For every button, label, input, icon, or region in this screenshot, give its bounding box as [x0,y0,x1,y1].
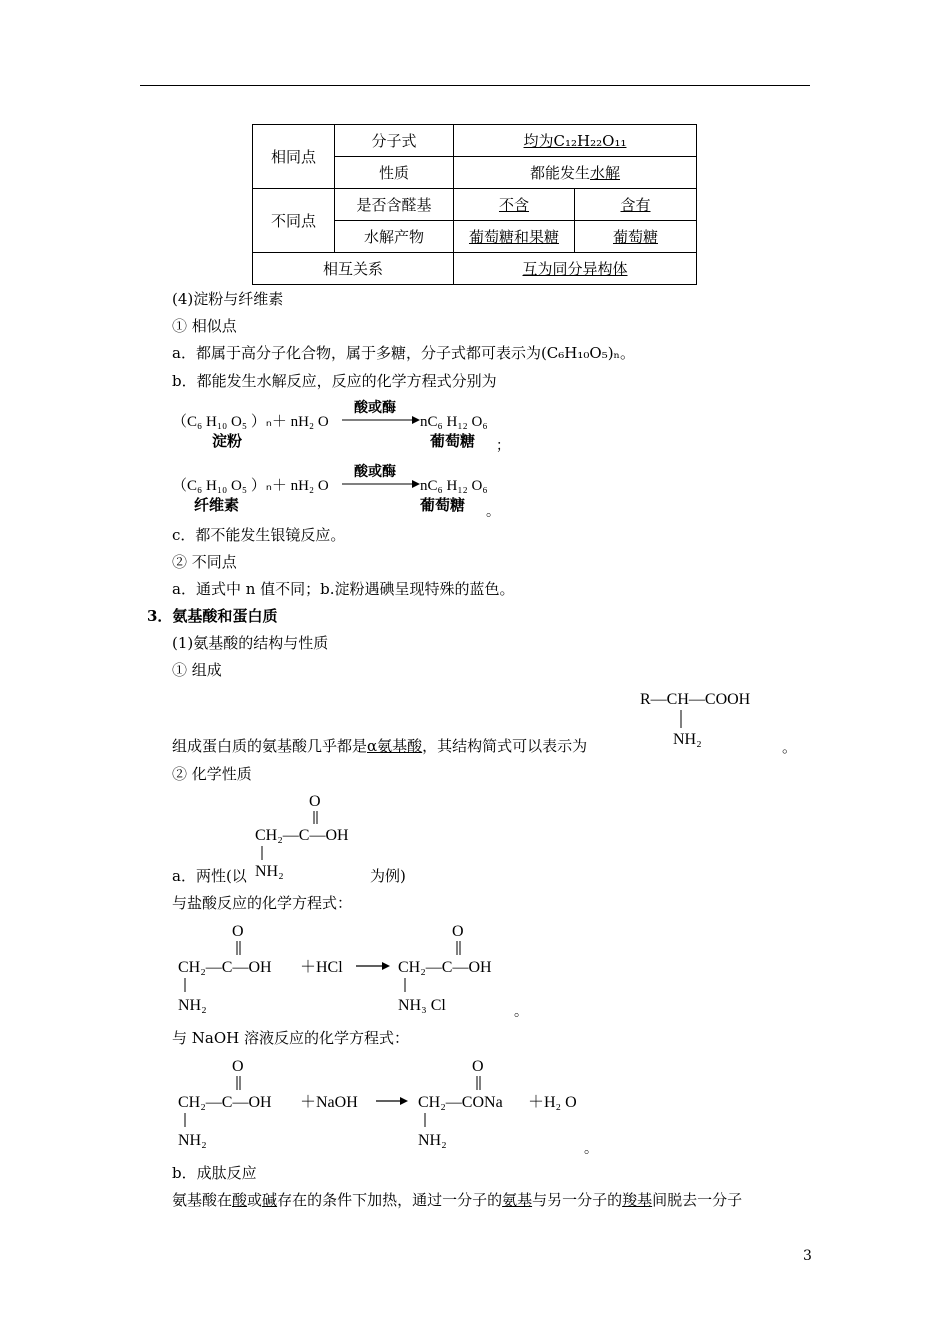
eq2-right: nC₆ H₁₂ O₆ [420,478,488,494]
formula-nh2: NH₂ [673,731,702,748]
amph-a: a．两性(以 [172,867,247,885]
row-value-products-2: 葡萄糖 [575,221,697,253]
naoh-product: CH₂—CONa [418,1094,503,1111]
eq2-left: （C₆ H₁₀ O₅ ）ₙ＋ nH₂ O [172,478,329,494]
row-label-property: 性质 [335,157,454,189]
header-rule [140,85,810,86]
peptide-heading: b．成肽反应 [172,1164,257,1182]
eq1-name-right: 葡萄糖 [430,432,476,450]
formula-main: R—CH—COOH [640,691,751,708]
naoh-equation [178,1055,618,1155]
hcl-title: 与盐酸反应的化学方程式： [172,894,353,912]
hcl-equation [178,920,528,1020]
section4-title: (4)淀粉与纤维素 [172,290,284,308]
naoh-end: 。 [584,1142,598,1157]
hcl-end: 。 [514,1005,528,1020]
gly-nh2: NH₂ [255,863,284,880]
eq1-condition: 酸或酶 [354,400,396,416]
glycine-formula [255,790,385,880]
disaccharide-comparison-table [252,124,697,285]
eq1-name-left: 淀粉 [212,432,243,450]
compose-text: 组成蛋白质的氨基酸几乎都是α氨基酸，其结构简式可以表示为 [172,737,588,755]
hcl-plus: ＋HCl [300,959,343,976]
compose-heading: ① 组成 [172,661,222,679]
hcl-r-o: O [232,923,244,940]
hcl-p-nh3cl: NH₃ Cl [398,997,446,1014]
hcl-product: CH₂—C—OH [398,959,492,976]
amino-structure-heading: (1)氨基酸的结构与性质 [172,634,329,652]
eq1-end: ； [496,439,510,454]
naoh-reactant: CH₂—C—OH [178,1094,272,1111]
section3-title: 3．氨基酸和蛋白质 [147,607,278,625]
starch-hydrolysis-equation [172,396,532,458]
row-label-products: 水解产物 [335,221,454,253]
naoh-p-o: O [472,1058,484,1075]
gly-o: O [309,793,321,810]
group-same: 相同点 [253,125,335,189]
compose-end: 。 [782,738,798,756]
row-label-formula: 分子式 [335,125,454,157]
diff-heading: ② 不同点 [172,553,237,571]
naoh-plus: ＋NaOH [300,1094,358,1111]
row-value-products-1: 葡萄糖和果糖 [454,221,575,253]
eq1-right: nC₆ H₁₂ O₆ [420,414,488,430]
naoh-title: 与 NaOH 溶液反应的化学方程式： [172,1029,409,1047]
group-diff: 不同点 [253,189,335,253]
eq2-end: 。 [486,505,500,520]
peptide-text: 氨基酸在酸或碱存在的条件下加热，通过一分子的氨基与另一分子的羧基间脱去一分子 [172,1191,743,1209]
row-value-property: 都能发生水解 [454,157,697,189]
eq2-condition: 酸或酶 [354,464,396,480]
naoh-water: ＋H₂ O [528,1094,577,1111]
amph-b: 为例) [370,867,406,885]
naoh-r-o: O [232,1058,244,1075]
hcl-reactant: CH₂—C—OH [178,959,272,976]
diff-a: a．通式中 n 值不同；b.淀粉遇碘呈现特殊的蓝色。 [172,580,515,598]
row-label-aldehyde: 是否含醛基 [335,189,454,221]
chem-heading: ② 化学性质 [172,765,252,783]
eq2-name-left: 纤维素 [194,496,240,514]
similar-b: b．都能发生水解反应，反应的化学方程式分别为 [172,372,497,390]
eq1-left: （C₆ H₁₀ O₅ ）ₙ＋ nH₂ O [172,414,329,430]
eq1-arrowhead [412,416,420,424]
similar-heading: ① 相似点 [172,317,237,335]
row-label-relation: 相互关系 [253,253,454,285]
eq2-name-right: 葡萄糖 [420,496,466,514]
alpha-amino-acid-formula [640,684,790,748]
naoh-p-nh2: NH₂ [418,1132,447,1149]
page-number: 3 [803,1248,812,1264]
row-value-aldehyde-2: 含有 [575,189,697,221]
gly-main: CH₂—C—OH [255,827,349,844]
row-value-aldehyde-1: 不含 [454,189,575,221]
row-value-formula: 均为C₁₂H₂₂O₁₁ [454,125,697,157]
naoh-r-nh2: NH₂ [178,1132,207,1149]
similar-a: a．都属于高分子化合物，属于多糖，分子式都可表示为(C₆H₁₀O₅)ₙ。 [172,344,636,362]
hcl-r-nh2: NH₂ [178,997,207,1014]
eq2-arrowhead [412,480,420,488]
row-value-relation: 互为同分异构体 [454,253,697,285]
similar-c: c．都不能发生银镜反应。 [172,526,346,544]
hcl-p-o: O [452,923,464,940]
cellulose-hydrolysis-equation [172,460,532,522]
